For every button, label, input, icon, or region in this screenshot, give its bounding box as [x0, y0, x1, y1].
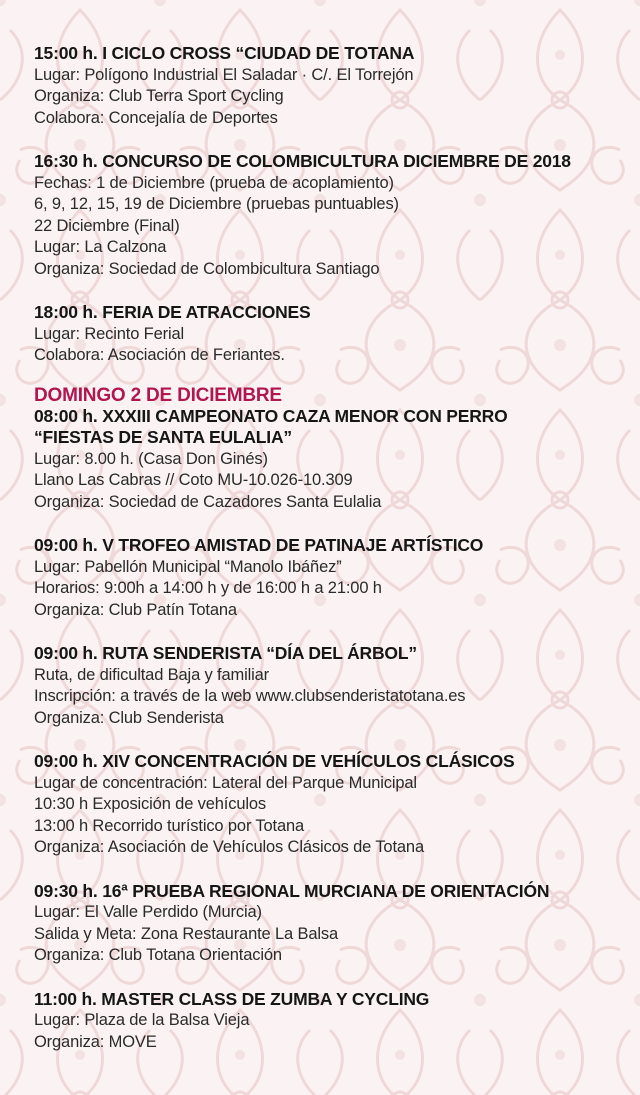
- event-detail: Organiza: Club Totana Orientación: [34, 946, 282, 964]
- event-title: 15:00 h. I CICLO CROSS “CIUDAD DE TOTANA: [34, 43, 415, 63]
- event-title: 09:30 h. 16ª PRUEBA REGIONAL MURCIANA DE ORIENTACIÓN: [34, 880, 550, 901]
- event-feria-atracciones: [34, 302, 624, 367]
- event-detail: Organiza: Club Senderista: [34, 708, 224, 727]
- event-ruta-senderista: [34, 643, 624, 729]
- day-heading: DOMINGO 2 DE DICIEMBRE: [34, 384, 282, 406]
- event-vehiculos-clasicos: [34, 751, 624, 859]
- event-detail: Ruta, de dificultad Baja y familiar: [34, 665, 270, 684]
- event-detail: Salida y Meta: Zona Restaurante La Balsa: [34, 924, 339, 943]
- event-detail: Lugar: El Valle Perdido (Murcia): [34, 903, 262, 921]
- event-detail: Lugar: Pabellón Municipal “Manolo Ibáñez”: [34, 557, 342, 576]
- event-detail: Colabora: Concejalía de Deportes: [34, 108, 278, 127]
- event-detail: Organiza: Club Patín Totana: [34, 600, 237, 619]
- event-master-class: [34, 989, 624, 1054]
- event-detail: Organiza: Sociedad de Cazadores Santa Eulalia: [34, 492, 382, 511]
- event-detail: Organiza: Club Terra Sport Cycling: [34, 87, 284, 105]
- event-detail: Lugar: Plaza de la Balsa Vieja: [34, 1011, 250, 1029]
- event-trofeo-patinaje: [34, 535, 624, 621]
- event-detail: 22 Diciembre (Final): [34, 216, 180, 235]
- event-detail: 6, 9, 12, 15, 19 de Diciembre (pruebas puntuables): [34, 195, 399, 213]
- event-title: 11:00 h. MASTER CLASS DE ZUMBA Y CYCLING: [34, 988, 430, 1009]
- event-detail: 10:30 h Exposición de vehículos: [34, 795, 267, 813]
- event-schedule: [34, 43, 624, 1075]
- event-detail: Llano Las Cabras // Coto MU-10.026-10.309: [34, 471, 353, 489]
- event-detail: Lugar: 8.00 h. (Casa Don Ginés): [34, 449, 268, 468]
- event-prueba-orientacion: [34, 881, 624, 967]
- event-detail: Lugar: Recinto Ferial: [34, 324, 185, 343]
- event-detail: Lugar: Polígono Industrial El Saladar · C/. El Torrejón: [34, 65, 414, 84]
- event-title: 16:30 h. CONCURSO DE COLOMBICULTURA DICIEMBRE DE 2018: [34, 151, 571, 171]
- event-detail: 13:00 h Recorrido turístico por Totana: [34, 816, 305, 835]
- event-detail: Colabora: Asociación de Feriantes.: [34, 346, 285, 364]
- event-title: 09:00 h. XIV CONCENTRACIÓN DE VEHÍCULOS CLÁSICOS: [34, 751, 515, 771]
- event-detail: Fechas: 1 de Diciembre (prueba de acoplamiento): [34, 173, 394, 192]
- event-title: 09:00 h. RUTA SENDERISTA “DÍA DEL ÁRBOL”: [34, 643, 417, 663]
- event-detail: Organiza: MOVE: [34, 1032, 157, 1051]
- event-detail: Inscripción: a través de la web www.clubsenderistatotana.es: [34, 687, 466, 705]
- event-detail: Lugar de concentración: Lateral del Parque Municipal: [34, 773, 417, 792]
- event-campeonato-caza: [34, 406, 624, 514]
- event-detail: Organiza: Sociedad de Colombicultura Santiago: [34, 259, 380, 278]
- event-ciclo-cross: [34, 43, 624, 129]
- event-title: 09:00 h. V TROFEO AMISTAD DE PATINAJE ARTÍSTICO: [34, 535, 484, 555]
- event-detail: Lugar: La Calzona: [34, 238, 167, 256]
- event-title: 08:00 h. XXXIII CAMPEONATO CAZA MENOR CON PERRO: [34, 405, 508, 426]
- event-detail: Horarios: 9:00h a 14:00 h y de 16:00 h a 21:00 h: [34, 579, 382, 597]
- event-detail: Organiza: Asociación de Vehículos Clásicos de Totana: [34, 838, 424, 856]
- event-title: 18:00 h. FERIA DE ATRACCIONES: [34, 302, 311, 322]
- event-colombicultura: [34, 151, 624, 280]
- event-title-continued: “FIESTAS DE SANTA EULALIA”: [34, 427, 292, 447]
